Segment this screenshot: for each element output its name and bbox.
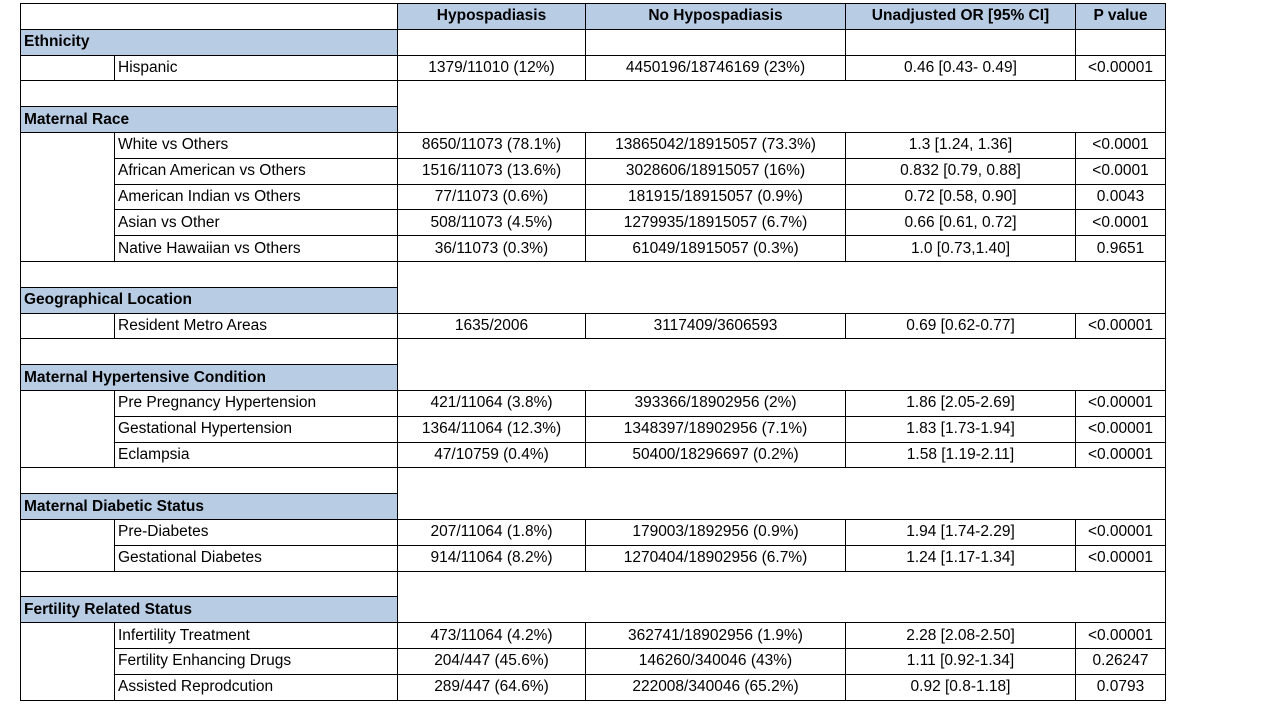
odds-ratio-value: 1.86 [2.05-2.69] xyxy=(846,390,1076,416)
no-hypospadiasis-value: 393366/18902956 (2%) xyxy=(586,390,846,416)
spacer-row xyxy=(21,468,1166,494)
table-row xyxy=(21,184,1166,210)
p-value: <0.00001 xyxy=(1076,416,1166,442)
p-value: 0.0793 xyxy=(1076,674,1166,700)
row-label: Asian vs Other xyxy=(115,210,398,236)
spacer-cell xyxy=(21,468,398,494)
data-table-container xyxy=(20,3,1166,701)
no-hypospadiasis-value: 222008/340046 (65.2%) xyxy=(586,674,846,700)
section-header-row xyxy=(21,29,1166,55)
indent-cell xyxy=(21,55,115,81)
odds-ratio-value: 1.83 [1.73-1.94] xyxy=(846,416,1076,442)
hypospadiasis-value: 47/10759 (0.4%) xyxy=(398,442,586,468)
p-value: 0.26247 xyxy=(1076,648,1166,674)
hypospadias-risk-table xyxy=(20,3,1166,701)
header-empty-cell xyxy=(21,4,398,30)
spacer-cell xyxy=(398,339,1166,365)
table-row xyxy=(21,158,1166,184)
p-value: <0.00001 xyxy=(1076,442,1166,468)
odds-ratio-value: 1.0 [0.73,1.40] xyxy=(846,236,1076,262)
spacer-cell xyxy=(398,81,1166,107)
table-row xyxy=(21,545,1166,571)
row-label: Assisted Reprodcution xyxy=(115,674,398,700)
no-hypospadiasis-value: 3117409/3606593 xyxy=(586,313,846,339)
p-value: <0.00001 xyxy=(1076,545,1166,571)
section-title: Ethnicity xyxy=(21,29,398,55)
hypospadiasis-value: 1379/11010 (12%) xyxy=(398,55,586,81)
empty-cell xyxy=(398,287,1166,313)
section-title: Maternal Diabetic Status xyxy=(21,494,398,520)
hypospadiasis-value: 207/11064 (1.8%) xyxy=(398,519,586,545)
p-value: <0.0001 xyxy=(1076,158,1166,184)
table-row xyxy=(21,416,1166,442)
odds-ratio-value: 2.28 [2.08-2.50] xyxy=(846,623,1076,649)
empty-cell xyxy=(586,29,846,55)
table-row xyxy=(21,390,1166,416)
indent-cell xyxy=(21,313,115,339)
empty-cell xyxy=(846,29,1076,55)
section-header-row xyxy=(21,365,1166,391)
indent-cell xyxy=(21,132,115,261)
table-row xyxy=(21,674,1166,700)
odds-ratio-value: 1.11 [0.92-1.34] xyxy=(846,648,1076,674)
header-p-value: P value xyxy=(1076,4,1166,30)
p-value: <0.0001 xyxy=(1076,132,1166,158)
odds-ratio-value: 0.66 [0.61, 0.72] xyxy=(846,210,1076,236)
row-label: Native Hawaiian vs Others xyxy=(115,236,398,262)
row-label: White vs Others xyxy=(115,132,398,158)
p-value: <0.0001 xyxy=(1076,210,1166,236)
spacer-cell xyxy=(21,339,398,365)
row-label: African American vs Others xyxy=(115,158,398,184)
section-header-row xyxy=(21,597,1166,623)
indent-cell xyxy=(21,390,115,467)
table-row xyxy=(21,132,1166,158)
row-label: Eclampsia xyxy=(115,442,398,468)
section-header-row xyxy=(21,494,1166,520)
no-hypospadiasis-value: 181915/18915057 (0.9%) xyxy=(586,184,846,210)
odds-ratio-value: 1.94 [1.74-2.29] xyxy=(846,519,1076,545)
hypospadiasis-value: 289/447 (64.6%) xyxy=(398,674,586,700)
spacer-cell xyxy=(21,81,398,107)
hypospadiasis-value: 204/447 (45.6%) xyxy=(398,648,586,674)
no-hypospadiasis-value: 146260/340046 (43%) xyxy=(586,648,846,674)
empty-cell xyxy=(398,597,1166,623)
no-hypospadiasis-value: 1279935/18915057 (6.7%) xyxy=(586,210,846,236)
header-no-hypospadiasis: No Hypospadiasis xyxy=(586,4,846,30)
indent-cell xyxy=(21,623,115,700)
section-title: Maternal Race xyxy=(21,107,398,133)
p-value: 0.0043 xyxy=(1076,184,1166,210)
row-label: Pre Pregnancy Hypertension xyxy=(115,390,398,416)
hypospadiasis-value: 421/11064 (3.8%) xyxy=(398,390,586,416)
odds-ratio-value: 0.92 [0.8-1.18] xyxy=(846,674,1076,700)
p-value: <0.00001 xyxy=(1076,390,1166,416)
hypospadiasis-value: 36/11073 (0.3%) xyxy=(398,236,586,262)
hypospadiasis-value: 914/11064 (8.2%) xyxy=(398,545,586,571)
indent-cell xyxy=(21,519,115,571)
no-hypospadiasis-value: 362741/18902956 (1.9%) xyxy=(586,623,846,649)
row-label: Gestational Hypertension xyxy=(115,416,398,442)
header-row xyxy=(21,4,1166,30)
odds-ratio-value: 1.24 [1.17-1.34] xyxy=(846,545,1076,571)
no-hypospadiasis-value: 50400/18296697 (0.2%) xyxy=(586,442,846,468)
spacer-row xyxy=(21,81,1166,107)
row-label: Pre-Diabetes xyxy=(115,519,398,545)
spacer-cell xyxy=(21,261,398,287)
table-row xyxy=(21,519,1166,545)
table-row xyxy=(21,442,1166,468)
odds-ratio-value: 0.46 [0.43- 0.49] xyxy=(846,55,1076,81)
section-header-row xyxy=(21,107,1166,133)
hypospadiasis-value: 508/11073 (4.5%) xyxy=(398,210,586,236)
no-hypospadiasis-value: 61049/18915057 (0.3%) xyxy=(586,236,846,262)
table-row xyxy=(21,210,1166,236)
empty-cell xyxy=(398,29,586,55)
hypospadiasis-value: 1635/2006 xyxy=(398,313,586,339)
no-hypospadiasis-value: 13865042/18915057 (73.3%) xyxy=(586,132,846,158)
table-row xyxy=(21,55,1166,81)
section-title: Geographical Location xyxy=(21,287,398,313)
spacer-row xyxy=(21,261,1166,287)
spacer-cell xyxy=(21,571,398,597)
row-label: Fertility Enhancing Drugs xyxy=(115,648,398,674)
row-label: Hispanic xyxy=(115,55,398,81)
section-title: Fertility Related Status xyxy=(21,597,398,623)
spacer-cell xyxy=(398,468,1166,494)
spacer-row xyxy=(21,339,1166,365)
section-header-row xyxy=(21,287,1166,313)
hypospadiasis-value: 1364/11064 (12.3%) xyxy=(398,416,586,442)
row-label: Gestational Diabetes xyxy=(115,545,398,571)
row-label: American Indian vs Others xyxy=(115,184,398,210)
spacer-cell xyxy=(398,571,1166,597)
hypospadiasis-value: 1516/11073 (13.6%) xyxy=(398,158,586,184)
table-row xyxy=(21,623,1166,649)
p-value: <0.00001 xyxy=(1076,519,1166,545)
no-hypospadiasis-value: 4450196/18746169 (23%) xyxy=(586,55,846,81)
hypospadiasis-value: 473/11064 (4.2%) xyxy=(398,623,586,649)
section-title: Maternal Hypertensive Condition xyxy=(21,365,398,391)
empty-cell xyxy=(398,365,1166,391)
empty-cell xyxy=(398,107,1166,133)
hypospadiasis-value: 8650/11073 (78.1%) xyxy=(398,132,586,158)
header-unadjusted-or: Unadjusted OR [95% CI] xyxy=(846,4,1076,30)
table-row xyxy=(21,236,1166,262)
p-value: <0.00001 xyxy=(1076,55,1166,81)
spacer-row xyxy=(21,571,1166,597)
p-value: 0.9651 xyxy=(1076,236,1166,262)
hypospadiasis-value: 77/11073 (0.6%) xyxy=(398,184,586,210)
odds-ratio-value: 0.832 [0.79, 0.88] xyxy=(846,158,1076,184)
no-hypospadiasis-value: 1348397/18902956 (7.1%) xyxy=(586,416,846,442)
p-value: <0.00001 xyxy=(1076,623,1166,649)
spacer-cell xyxy=(398,261,1166,287)
odds-ratio-value: 0.72 [0.58, 0.90] xyxy=(846,184,1076,210)
empty-cell xyxy=(1076,29,1166,55)
no-hypospadiasis-value: 1270404/18902956 (6.7%) xyxy=(586,545,846,571)
row-label: Infertility Treatment xyxy=(115,623,398,649)
row-label: Resident Metro Areas xyxy=(115,313,398,339)
odds-ratio-value: 1.58 [1.19-2.11] xyxy=(846,442,1076,468)
header-hypospadiasis: Hypospadiasis xyxy=(398,4,586,30)
table-row xyxy=(21,648,1166,674)
odds-ratio-value: 1.3 [1.24, 1.36] xyxy=(846,132,1076,158)
empty-cell xyxy=(398,494,1166,520)
no-hypospadiasis-value: 3028606/18915057 (16%) xyxy=(586,158,846,184)
p-value: <0.00001 xyxy=(1076,313,1166,339)
table-row xyxy=(21,313,1166,339)
odds-ratio-value: 0.69 [0.62-0.77] xyxy=(846,313,1076,339)
no-hypospadiasis-value: 179003/1892956 (0.9%) xyxy=(586,519,846,545)
